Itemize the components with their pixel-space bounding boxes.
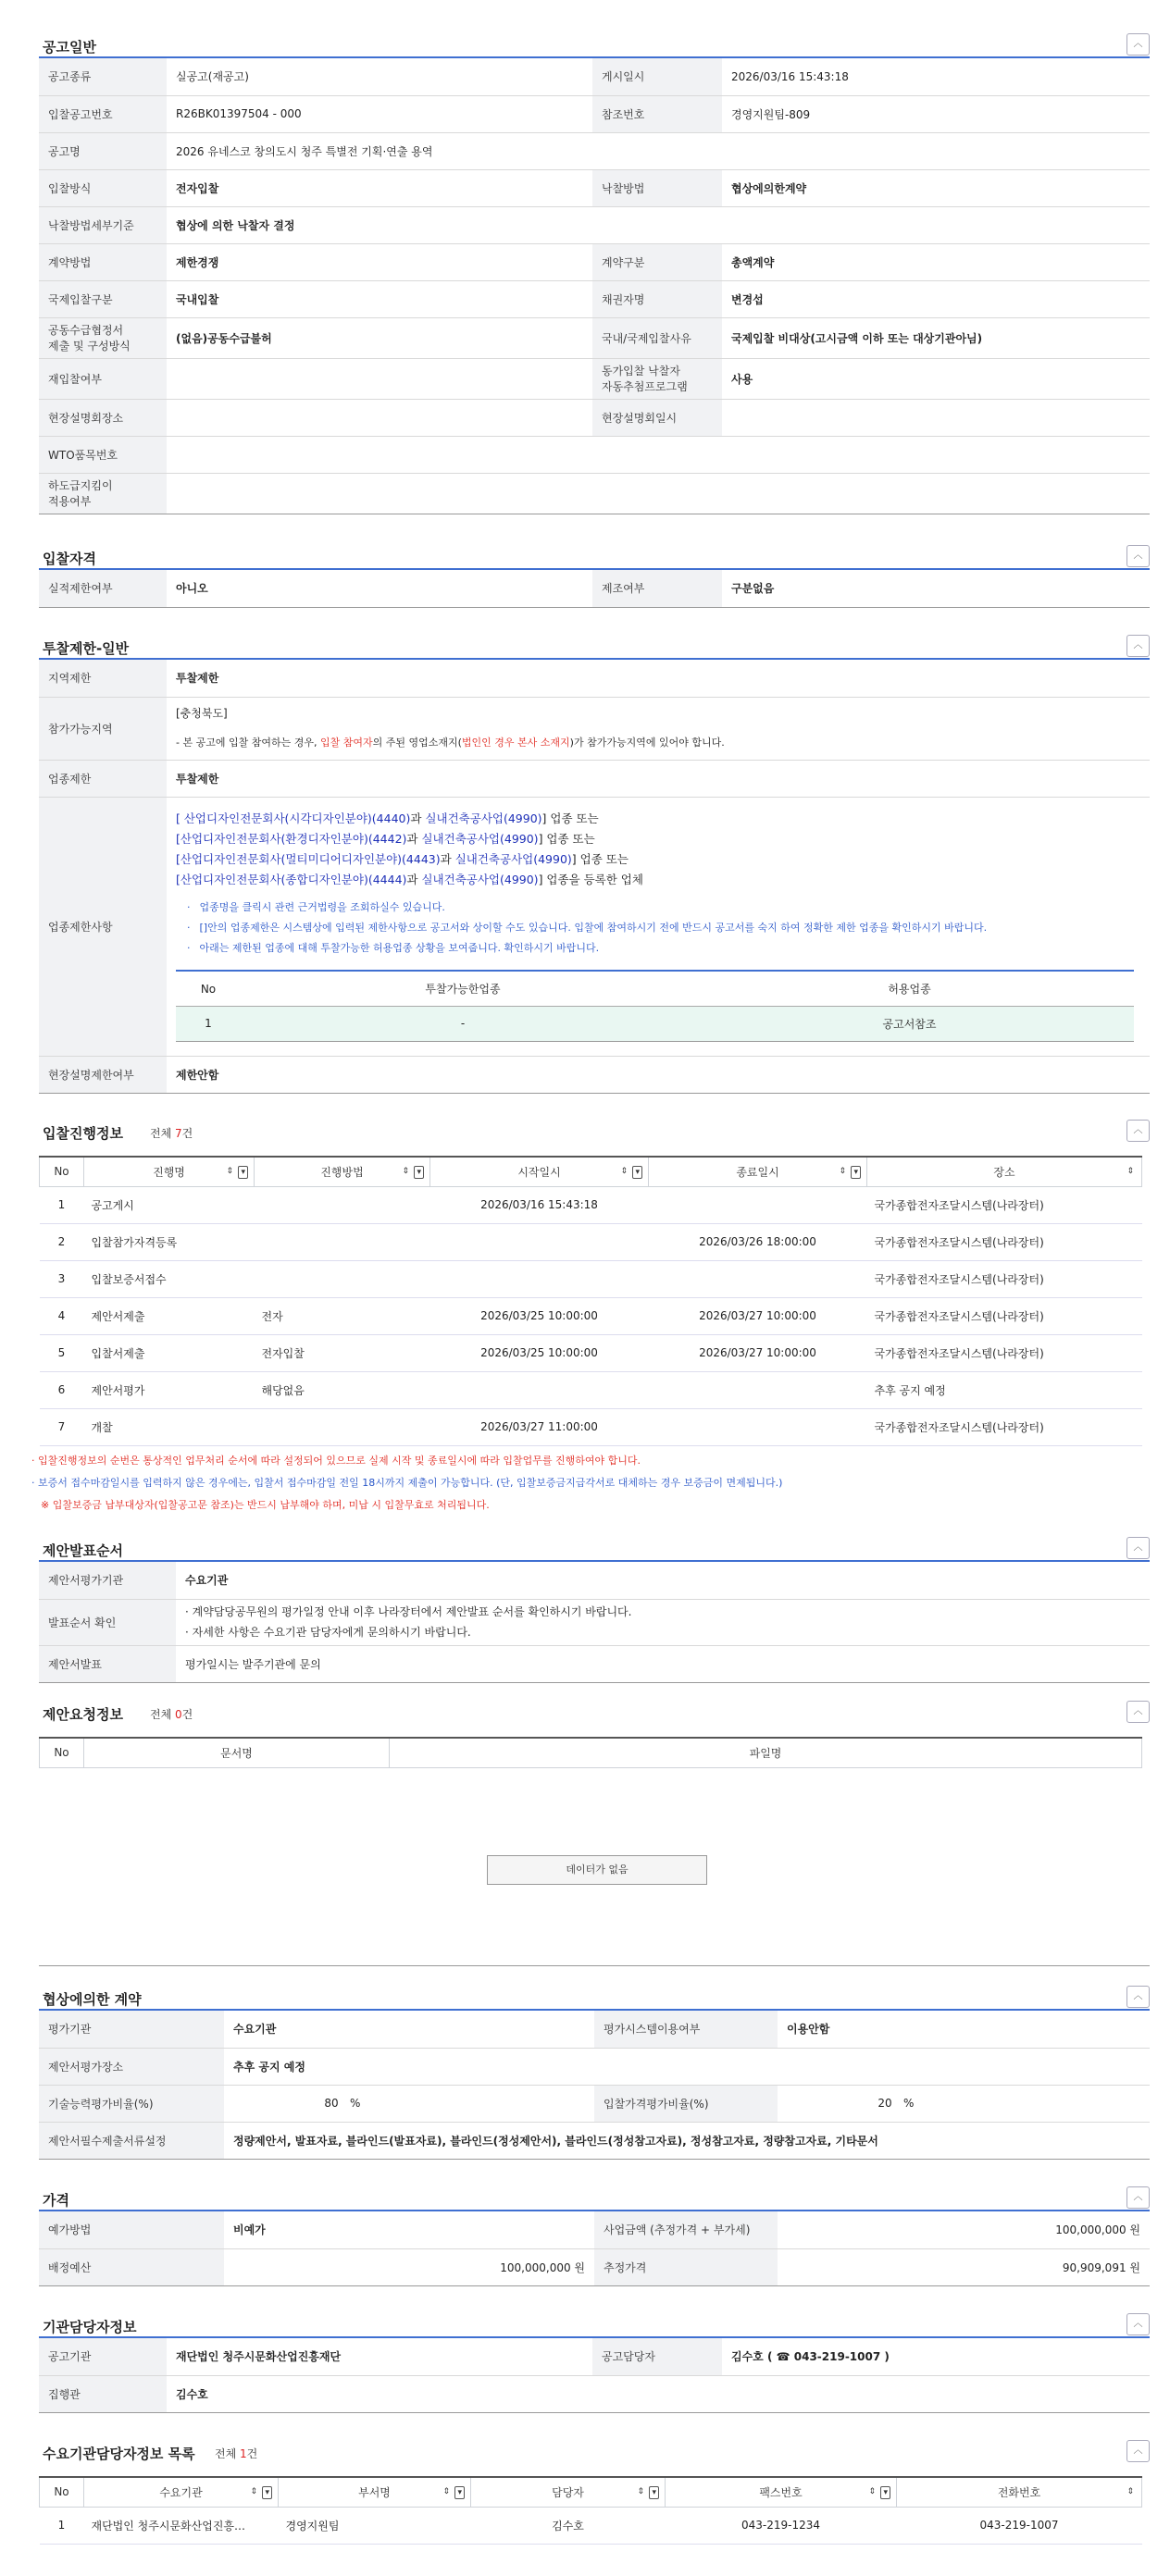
value: 수요기관 [224, 2011, 594, 2048]
value: 협상에 의한 낙찰자 결정 [167, 206, 1150, 243]
label: 제안서발표 [39, 1645, 176, 1682]
table-row[interactable] [40, 1260, 1142, 1297]
table-cell [649, 1371, 867, 1408]
proposal-request-table [39, 1737, 1142, 1768]
chevron-up-icon[interactable]: ︿ [1126, 545, 1150, 567]
section-qualification [39, 545, 1150, 608]
table-cell: 2026/03/25 10:00:00 [430, 1297, 649, 1334]
table-cell: 2026/03/26 18:00:00 [649, 1223, 867, 1260]
col-header: 문서명 [84, 1738, 390, 1767]
table-cell: 국가종합전자조달시스템(나라장터) [867, 1186, 1142, 1223]
section-bid-progress [31, 1120, 1150, 1517]
table-cell: 3 [40, 1260, 84, 1297]
label: 업종제한 [39, 760, 167, 797]
value: 평가일시는 발주기관에 문의 [176, 1645, 1150, 1682]
label: 게시일시 [592, 58, 722, 95]
col-header[interactable]: 시작일시 ⇕ ▾ [430, 1157, 649, 1186]
sort-icon[interactable]: ⇕ [868, 2487, 876, 2496]
value: 수요기관 [176, 1562, 1150, 1599]
sort-icon[interactable]: ⇕ [1126, 2487, 1134, 2496]
value: R26BK01397504 - 000 [167, 95, 592, 132]
filter-dropdown-icon[interactable]: ▾ [414, 1166, 424, 1179]
label: 공고담당자 [592, 2338, 722, 2375]
section-bid-restriction [39, 635, 1150, 1094]
label: 동가입찰 낙찰자 자동추첨프로그램 [592, 358, 722, 399]
chevron-up-icon[interactable]: ︿ [1126, 2313, 1150, 2335]
label: 발표순서 확인 [39, 1599, 176, 1645]
industry-link[interactable]: [산업디자인전문회사(멀티미디어디자인분야)(4443) [176, 852, 441, 867]
table-cell: 국가종합전자조달시스템(나라장터) [867, 1297, 1142, 1334]
total-count: 전체 7건 [150, 1127, 193, 1140]
table-cell [255, 1186, 430, 1223]
section-negotiated-contract [39, 1986, 1150, 2160]
label: 현장설명제한여부 [39, 1056, 167, 1093]
table-row[interactable] [40, 1334, 1142, 1371]
info-text: · 보증서 접수마감일시를 입력하지 않은 경우에는, 입찰서 접수마감일 전일 18시까지 제출이 가능합니다. (단, 입찰보증금지급각서로 대체하는 경우 보증금이 면제됩니다.) [31, 1476, 783, 1489]
section-title: 입찰자격 [43, 551, 96, 567]
section-presentation-order [39, 1537, 1150, 1683]
table-cell: 제안서제출 [84, 1297, 255, 1334]
label: 제안서평가기관 [39, 1562, 176, 1599]
col-header[interactable]: 부서명 ⇕ ▾ [279, 2477, 471, 2507]
sort-icon[interactable]: ⇕ [402, 1167, 409, 1176]
area-value: [충청북도] - 본 공고에 입찰 참여하는 경우, 입찰 참여자의 주된 영업소재지(법인인 경우 본사 소재지)가 참가가능지역에 있어야 합니다. [167, 697, 1150, 760]
value: 김수호 ( ☎ 043-219-1007 ) [722, 2338, 1150, 2375]
section-price [39, 2186, 1150, 2286]
table-cell: 전자입찰 [255, 1334, 430, 1371]
label: 공고기관 [39, 2338, 167, 2375]
warning-text: ※ 입찰보증금 납부대상자(입찰공고문 참조)는 반드시 납부해야 하며, 미납 시 입찰무효로 처리됩니다. [41, 1498, 490, 1511]
value: 전자입찰 [167, 169, 592, 206]
industry-line: [산업디자인전문회사(환경디자인분야)(4442)과 실내건축공사업(4990)] 업종 또는 [176, 832, 595, 847]
filter-dropdown-icon[interactable]: ▾ [649, 2486, 659, 2499]
value: 투찰제한 [167, 760, 1150, 797]
industry-line: [산업디자인전문회사(멀티미디어디자인분야)(4443)과 실내건축공사업(4990)] 업종 또는 [176, 852, 629, 867]
sort-icon[interactable]: ⇕ [442, 2487, 450, 2496]
table-cell: 2026/03/27 10:00:00 [649, 1297, 867, 1334]
col-header[interactable]: 장소 ⇕ [867, 1157, 1142, 1186]
label: 예가방법 [39, 2211, 224, 2248]
table-row[interactable]: 1 재단법인 청주시문화산업진흥… 경영지원팀 김수호 043-219-1234 043-219-1007 [40, 2507, 1142, 2544]
section-title: 입찰진행정보 [43, 1125, 123, 1142]
value: 총액계약 [722, 243, 1150, 280]
table-cell: 1 [40, 1186, 84, 1223]
table-cell: 5 [40, 1334, 84, 1371]
col-header[interactable]: 종료일시 ⇕ ▾ [649, 1157, 867, 1186]
value: 실공고(재공고) [167, 58, 592, 95]
col-header[interactable]: 수요기관 ⇕ ▾ [84, 2477, 279, 2507]
no-data-message: 데이터가 없음 [487, 1855, 707, 1885]
total-count: 전체 0건 [150, 1708, 193, 1721]
chevron-up-icon[interactable]: ︿ [1126, 33, 1150, 56]
table-cell [430, 1371, 649, 1408]
label: 제조여부 [592, 570, 722, 607]
label: 입찰가격평가비율(%) [594, 2085, 778, 2122]
label: 현장설명회장소 [39, 399, 167, 436]
table-cell: 2026/03/25 10:00:00 [430, 1334, 649, 1371]
value: 경영지원팀-809 [722, 95, 1150, 132]
chevron-up-icon[interactable]: ︿ [1126, 2186, 1150, 2209]
chevron-up-icon[interactable]: ︿ [1126, 1701, 1150, 1723]
value: 국내입찰 [167, 280, 592, 317]
value: 100,000,000 원 [778, 2211, 1150, 2248]
value: 100,000,000 원 [224, 2248, 594, 2285]
label: 계약방법 [39, 243, 167, 280]
table-cell: 국가종합전자조달시스템(나라장터) [867, 1260, 1142, 1297]
table-row[interactable] [40, 1297, 1142, 1334]
value: 아니오 [167, 570, 592, 607]
industry-link[interactable]: 실내건축공사업(4990) [425, 811, 542, 826]
table-cell: 추후 공지 예정 [867, 1371, 1142, 1408]
chevron-up-icon[interactable]: ︿ [1126, 2440, 1150, 2462]
table-cell: 입찰보증서접수 [84, 1260, 255, 1297]
value: 변경섭 [722, 280, 1150, 317]
value: (없음)공동수급불허 [167, 317, 592, 358]
contacts-table [39, 2476, 1142, 2545]
sort-icon[interactable]: ⇕ [620, 1167, 628, 1176]
label: 공동수급협정서 제출 및 구성방식 [39, 317, 167, 358]
chevron-up-icon[interactable]: ︿ [1126, 635, 1150, 657]
value: 재단법인 청주시문화산업진흥재단 [167, 2338, 592, 2375]
value: 투찰제한 [167, 660, 1150, 697]
label: 추정가격 [594, 2248, 778, 2285]
table-cell: 4 [40, 1297, 84, 1334]
col-header[interactable]: 진행명 ⇕ ▾ [84, 1157, 255, 1186]
filter-dropdown-icon[interactable]: ▾ [880, 2486, 890, 2499]
value: 비예가 [224, 2211, 594, 2248]
divider [39, 1965, 1150, 1966]
label: 업종제한사항 [39, 797, 167, 1056]
label: 제안서평가장소 [39, 2048, 224, 2085]
value: · 계약담당공무원의 평가일정 안내 이후 나라장터에서 제안발표 순서를 확인하시기 바랍니다. · 자세한 사항은 수요기관 담당자에게 문의하시기 바랍니다. [176, 1599, 1150, 1645]
value [167, 436, 1150, 473]
label: 평가시스템이용여부 [594, 2011, 778, 2048]
section-demand-agency-contacts [39, 2440, 1150, 2545]
value [167, 358, 592, 399]
table-cell: 2026/03/27 10:00:00 [649, 1334, 867, 1371]
value: 구분없음 [722, 570, 1150, 607]
label: 지역제한 [39, 660, 167, 697]
col-header: No [40, 1157, 84, 1186]
value: 협상에의한계약 [722, 169, 1150, 206]
table-cell: 전자 [255, 1297, 430, 1334]
col-header: 파일명 [390, 1738, 1142, 1767]
value: 20 % [778, 2085, 1150, 2122]
total-count: 전체 1건 [215, 2447, 258, 2460]
value: 80 % [224, 2085, 594, 2122]
section-title: 가격 [43, 2192, 69, 2209]
section-title: 협상에의한 계약 [43, 1991, 142, 2008]
table-cell [649, 1186, 867, 1223]
warning-text: · 입찰진행정보의 순번은 통상적인 업무처리 순서에 따라 설정되어 있으므로 실제 시작 및 종료일시에 따라 입찰업무를 진행하여야 합니다. [31, 1454, 641, 1467]
sort-icon[interactable]: ⇕ [1126, 1167, 1134, 1176]
table-cell: 개찰 [84, 1408, 255, 1445]
value: 제한안함 [167, 1056, 1150, 1093]
label: 공고종류 [39, 58, 167, 95]
industry-link[interactable]: 실내건축공사업(4990) [454, 852, 572, 867]
label: 낙찰방법 [592, 169, 722, 206]
allowed-industry-table: No 투찰가능한업종 허용업종 1 - 공고서참조 [176, 970, 1134, 1042]
value: 김수호 [167, 2375, 1150, 2412]
col-header[interactable]: 담당자 ⇕ ▾ [471, 2477, 666, 2507]
value [167, 399, 592, 436]
col-header[interactable]: 진행방법 ⇕ ▾ [255, 1157, 430, 1186]
table-cell [255, 1223, 430, 1260]
table-cell [430, 1223, 649, 1260]
value: 추후 공지 예정 [224, 2048, 1150, 2085]
label: 배정예산 [39, 2248, 224, 2285]
col-header: No [40, 1738, 84, 1767]
table-row[interactable] [40, 1408, 1142, 1445]
section-agency-contact [39, 2313, 1150, 2413]
industry-link[interactable]: 실내건축공사업(4990) [421, 832, 539, 847]
sort-icon[interactable]: ⇕ [226, 1167, 233, 1176]
label: 낙찰방법세부기준 [39, 206, 167, 243]
table-cell [649, 1260, 867, 1297]
chevron-up-icon[interactable]: ︿ [1126, 1986, 1150, 2008]
section-title: 공고일반 [43, 39, 96, 56]
label: 국제입찰구분 [39, 280, 167, 317]
label: 국내/국제입찰사유 [592, 317, 722, 358]
value: 정량제안서, 발표자료, 블라인드(발표자료), 블라인드(정성제안서), 블라인드(정성참고자료), 정성참고자료, 정량참고자료, 기타문서 [224, 2122, 1150, 2159]
label: 입찰공고번호 [39, 95, 167, 132]
value: 2026/03/16 15:43:18 [722, 58, 1150, 95]
industry-line: [산업디자인전문회사(종합디자인분야)(4444)과 실내건축공사업(4990)] 업종을 등록한 업체 [176, 873, 643, 887]
progress-table [39, 1156, 1142, 1446]
label: WTO품목번호 [39, 436, 167, 473]
notice-name: 2026 유네스코 창의도시 청주 특별전 기획·연출 용역 [167, 132, 1150, 169]
sort-icon[interactable]: ⇕ [250, 2487, 257, 2496]
label: 참가가능지역 [39, 697, 167, 760]
sort-icon[interactable]: ⇕ [839, 1167, 846, 1176]
section-title: 수요기관담당자정보 목록 [43, 2446, 195, 2462]
table-cell [649, 1408, 867, 1445]
filter-dropdown-icon[interactable]: ▾ [851, 1166, 861, 1179]
label: 평가기관 [39, 2011, 224, 2048]
table-cell: 2026/03/16 15:43:18 [430, 1186, 649, 1223]
label: 집행관 [39, 2375, 167, 2412]
col-header: No [40, 2477, 84, 2507]
filter-dropdown-icon[interactable]: ▾ [632, 1166, 642, 1179]
section-title: 기관담당자정보 [43, 2319, 137, 2335]
value: 90,909,091 원 [778, 2248, 1150, 2285]
table-cell: 국가종합전자조달시스템(나라장터) [867, 1334, 1142, 1371]
industry-link[interactable]: [산업디자인전문회사(환경디자인분야)(4442) [176, 832, 407, 847]
table-cell: 입찰서제출 [84, 1334, 255, 1371]
value: 이용안함 [778, 2011, 1150, 2048]
table-cell: 6 [40, 1371, 84, 1408]
table-row[interactable] [40, 1186, 1142, 1223]
label: 재입찰여부 [39, 358, 167, 399]
value: 제한경쟁 [167, 243, 592, 280]
value: 국제입찰 비대상(고시금액 이하 또는 대상기관아님) [722, 317, 1150, 358]
value: 사용 [722, 358, 1150, 399]
industry-link[interactable]: [산업디자인전문회사(종합디자인분야)(4444) [176, 873, 407, 887]
value [722, 399, 1150, 436]
table-cell: 국가종합전자조달시스템(나라장터) [867, 1223, 1142, 1260]
label: 사업금액 (추정가격 + 부가세) [594, 2211, 778, 2248]
filter-dropdown-icon[interactable]: ▾ [454, 2486, 465, 2499]
general-table [39, 58, 1150, 514]
table-row[interactable] [40, 1371, 1142, 1408]
industry-limits: [ 산업디자인전문회사(시각디자인분야)(4440)과 실내건축공사업(4990)] 업종 또는 [산업디자인전문회사(환경디자인분야)(4442)과 실내건축공사업(4990)] 업종 또는 [산업디자인전문회사(멀티미디어디자인분야)(4443)과 실내건축공사업(4990)] 업종 또는 [산업디자인전문회사(종합디자인분야)(4444)과 실내건축공사업(4990)] 업종을 등록한 업체 · 업종명을 클릭시 관련 근거법령을 조회하실수 있습니다. · []안의 업종제한은 시스템상에 입력된 제한사항으로 공고서와 상이할 수도 있습니다. 입찰에 참여하시기 전에 반드시 공고서를 숙지 하여 정확한 제한 업종을 확인하시기 바랍니다. · 아래는 제한된 업종에 대해 투찰가능한 허용업종 상황을 보여줍니다. 확인하시기 바랍니다. No 투찰가능한업종 허용업종 1 - 공고서참조 [167, 797, 1150, 1056]
section-proposal-request [39, 1701, 1150, 1768]
table-cell: 2 [40, 1223, 84, 1260]
label: 현장설명회일시 [592, 399, 722, 436]
label: 계약구분 [592, 243, 722, 280]
industry-link[interactable]: [ 산업디자인전문회사(시각디자인분야)(4440) [176, 811, 411, 826]
table-cell: 7 [40, 1408, 84, 1445]
table-cell [255, 1260, 430, 1297]
col-header[interactable]: 팩스번호 ⇕ ▾ [666, 2477, 897, 2507]
label: 기술능력평가비율(%) [39, 2085, 224, 2122]
sort-icon[interactable]: ⇕ [637, 2487, 644, 2496]
filter-dropdown-icon[interactable]: ▾ [262, 2486, 272, 2499]
table-cell [255, 1408, 430, 1445]
filter-dropdown-icon[interactable]: ▾ [238, 1166, 248, 1179]
label: 하도급지킴이 적용여부 [39, 473, 167, 514]
section-title: 투찰제한-일반 [43, 640, 130, 657]
label: 실적제한여부 [39, 570, 167, 607]
section-title: 제안요청정보 [43, 1706, 123, 1723]
industry-line: [ 산업디자인전문회사(시각디자인분야)(4440)과 실내건축공사업(4990)] 업종 또는 [176, 811, 599, 826]
value [167, 473, 1150, 514]
col-header[interactable]: 전화번호 ⇕ [897, 2477, 1142, 2507]
label: 입찰방식 [39, 169, 167, 206]
table-cell: 입찰참가자격등록 [84, 1223, 255, 1260]
table-cell: 공고게시 [84, 1186, 255, 1223]
label: 제안서필수제출서류설정 [39, 2122, 224, 2159]
section-title: 제안발표순서 [43, 1542, 123, 1559]
label: 공고명 [39, 132, 167, 169]
table-cell: 국가종합전자조달시스템(나라장터) [867, 1408, 1142, 1445]
chevron-up-icon[interactable]: ︿ [1126, 1537, 1150, 1559]
label: 참조번호 [592, 95, 722, 132]
industry-link[interactable]: 실내건축공사업(4990) [421, 873, 539, 887]
label: 채권자명 [592, 280, 722, 317]
table-cell: 제안서평가 [84, 1371, 255, 1408]
table-cell [430, 1260, 649, 1297]
table-cell: 2026/03/27 11:00:00 [430, 1408, 649, 1445]
section-general [39, 33, 1150, 514]
chevron-up-icon[interactable]: ︿ [1126, 1120, 1150, 1142]
table-row[interactable] [40, 1223, 1142, 1260]
table-cell: 해당없음 [255, 1371, 430, 1408]
